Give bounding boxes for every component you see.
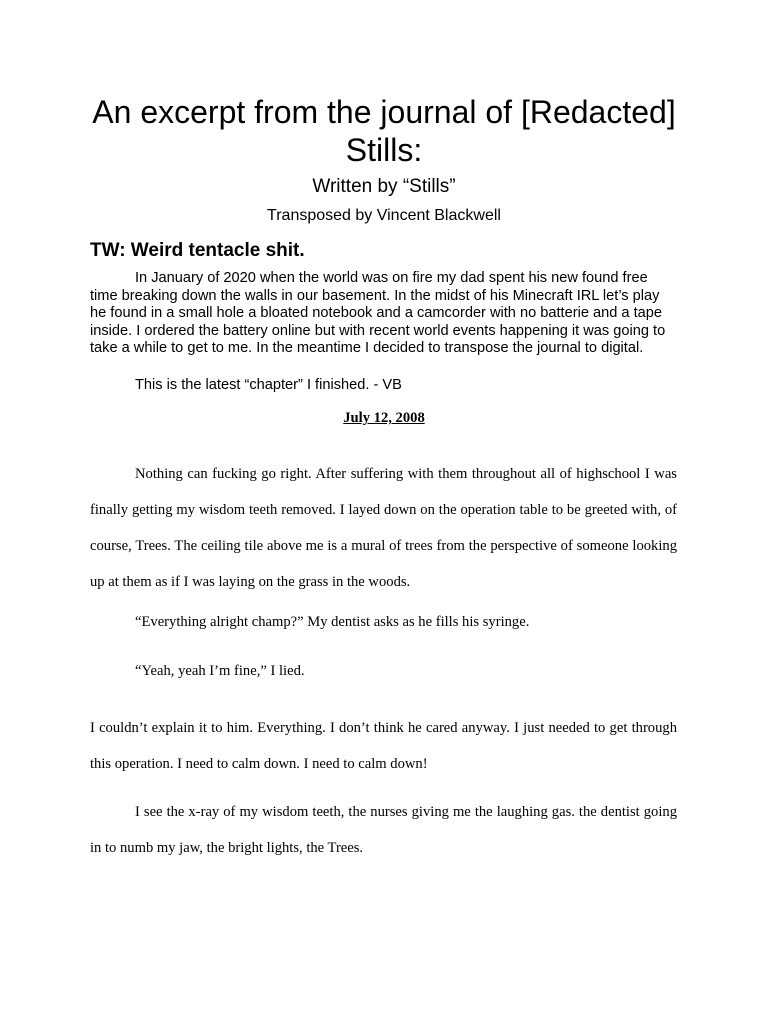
intro-note: This is the latest “chapter” I finished. - VB [135,377,402,393]
transposed-by-line: Transposed by Vincent Blackwell [267,207,501,224]
intro-paragraph: In January of 2020 when the world was on fire my dad spent his new found free time breaking down the walls in our basement. In the midst of his Minecraft IRL let’s play he found in a small hole a bloated notebook and a camcorder with no batterie and a tape inside. I ordered the battery online but with recent world events happening it was going to take a while to get to me. In the meantime I decided to transpose the journal to digital. [90,270,666,357]
document-title: An excerpt from the journal of [Redacted] Stills: [92,94,676,168]
entry-date: July 12, 2008 [343,410,425,426]
document-subtitle: Written by “Stills” [312,176,456,197]
trigger-warning-heading: TW: Weird tentacle shit. [90,240,305,261]
journal-paragraph: Nothing can fucking go right. After suffering with them throughout all of highschool I was finally getting my wisdom teeth removed. I layed down on the operation table to be greeted with, of course, Trees. The ceiling tile above me is a mural of trees from the perspective of someone looking up at them as if I was laying on the grass in the woods. [90,466,677,590]
journal-paragraph: “Yeah, yeah I’m fine,” I lied. [135,663,305,679]
journal-paragraph: “Everything alright champ?” My dentist asks as he fills his syringe. [135,614,530,630]
journal-paragraph: I couldn’t explain it to him. Everything. I don’t think he cared anyway. I just needed to get through this operation. I need to calm down. I need to calm down! [90,720,677,772]
journal-paragraph: I see the x-ray of my wisdom teeth, the nurses giving me the laughing gas. the dentist going in to numb my jaw, the bright lights, the Trees. [90,804,677,856]
